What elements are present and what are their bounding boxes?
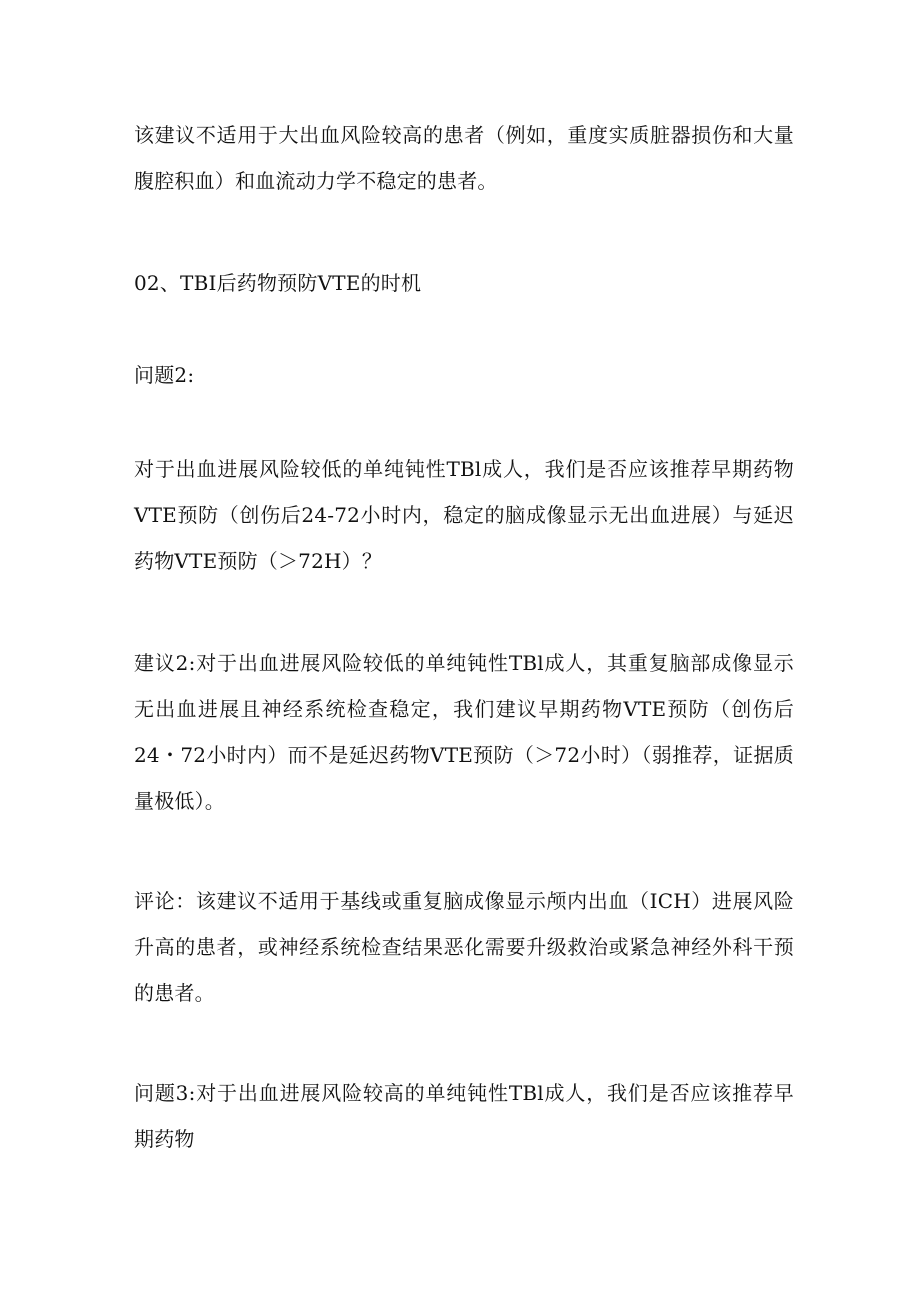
recommendation-2: 建议2:对于出血进展风险较低的单纯钝性TBl成人，其重复脑部成像显示无出血进展且神经系统检查稳定，我们建议早期药物VTE预防（创伤后24・72小时内）而不是延迟药物VTE预防（＞72小时）（弱推荐，证据质量极低）。	[134, 651, 794, 813]
question-2-label: 问题2:	[134, 363, 195, 387]
paragraph-bleeding-risk-note: 该建议不适用于大出血风险较高的患者（例如，重度实质脏器损伤和大量腹腔积血）和血流动力学不稳定的患者。	[134, 123, 794, 193]
question-3-text: 问题3:对于出血进展风险较高的单纯钝性TBl成人，我们是否应该推荐早期药物	[134, 1081, 794, 1151]
section-heading-timing: 02、TBI后药物预防VTE的时机	[134, 271, 422, 295]
comment-paragraph: 评论：该建议不适用于基线或重复脑成像显示颅内出血（ICH）进展风险升高的患者，或神经系统检查结果恶化需要升级救治或紧急神经外科干预的患者。	[134, 889, 794, 1005]
question-2-text: 对于出血进展风险较低的单纯钝性TBl成人，我们是否应该推荐早期药物VTE预防（创伤后24-72小时内，稳定的脑成像显示无出血进展）与延迟药物VTE预防（＞72H）？	[134, 457, 794, 573]
